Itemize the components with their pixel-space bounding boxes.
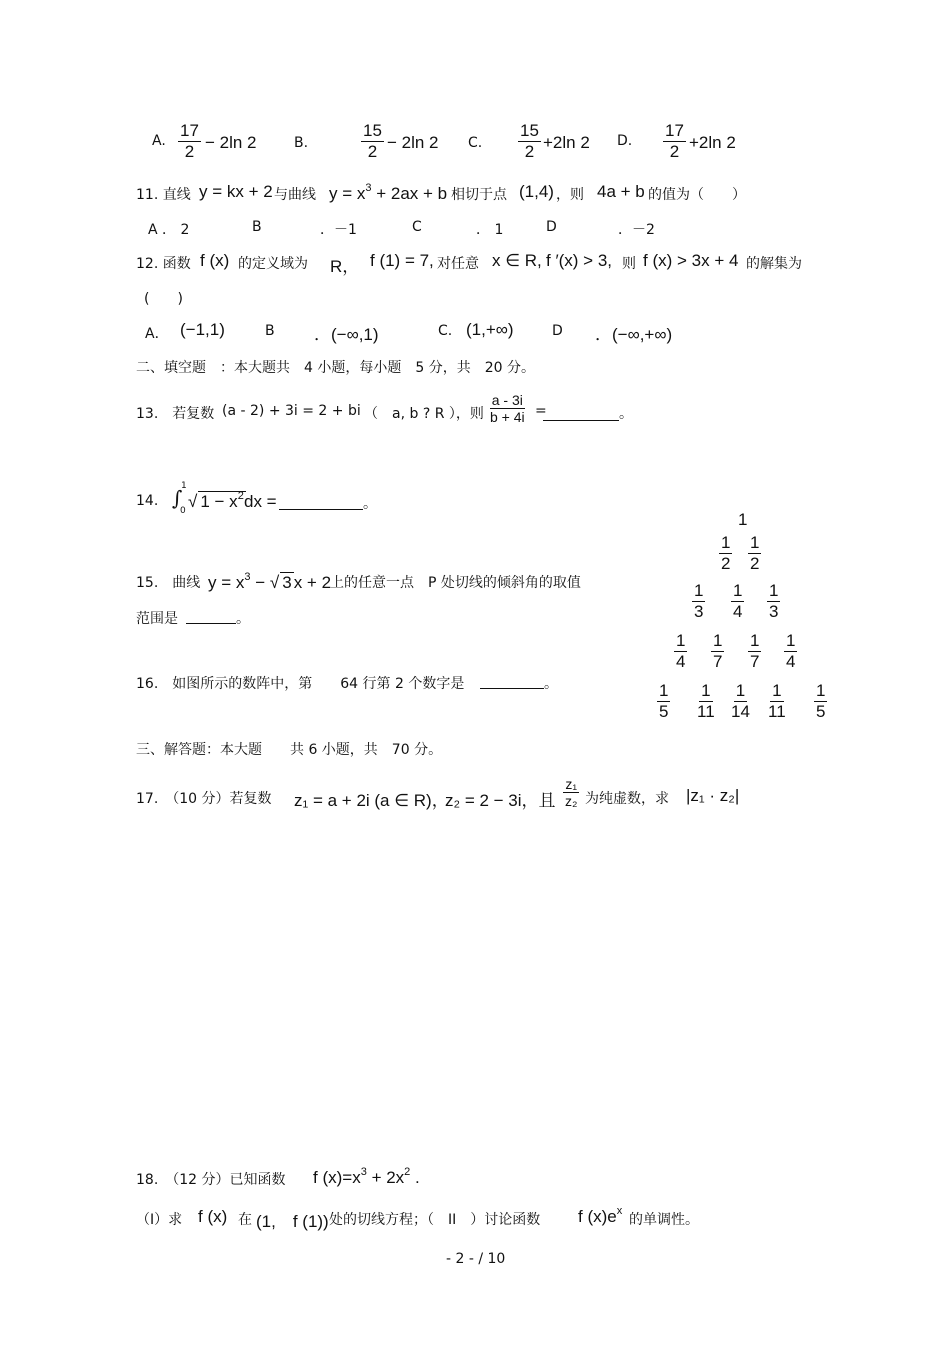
triangle-r3-c2: $\frac{1}{4}$ [733,581,743,621]
q12-option-c-value: (1,+∞) [466,320,514,339]
triangle-r4-c1: $\frac{1}{4}$ [676,631,686,671]
q15-answer-blank[interactable] [186,610,236,624]
triangle-r5-c1: $\frac{1}{5}$ [659,681,669,721]
q14-answer-blank[interactable] [279,495,363,510]
q15-text: 上的任意一点 P 处切线的倾斜角的取值 [330,575,581,591]
q13-answer-blank[interactable] [543,404,619,421]
q11-option-d: D [546,219,557,235]
q18-part1-text: 处的切线方程；（ II ）讨论函数 [329,1212,541,1228]
triangle-r4-c2: $\frac{1}{7}$ [713,631,723,671]
q13-equation: (a - 2) + 3i = 2 + bi [222,403,361,419]
q12-fx: f (x) [200,251,230,270]
q17-z1: z₁ = a + 2i (a ∈ R)， [294,791,449,810]
q14-end: 。 [363,496,377,512]
option-d-fraction: $\frac{17}{2}$ [665,121,684,161]
triangle-r3-c1: $\frac{1}{3}$ [694,581,704,621]
q15-prefix: 15. 曲线 [136,575,201,591]
q14-prefix: 14. [136,493,159,509]
q12-paren: ( ) [144,291,183,307]
option-a-fraction: $\frac{17}{2}$ [180,121,199,161]
q11-suffix: 的值为（ ） [648,187,746,203]
q11-then: ，则 [556,187,584,203]
option-b-label: B. [294,135,309,151]
q17-prefix: 17. （10 分）若复数 [136,791,272,807]
q12-option-d-value: ．(−∞,+∞) [595,325,673,344]
triangle-r5-c2: $\frac{1}{11}$ [697,681,715,721]
q18-prefix: 18. （12 分）已知函数 [136,1172,286,1188]
option-a-label: A. [152,133,166,149]
q12-option-b-value: ．(−∞,1) [314,325,379,344]
q14-upper-limit: 1 [181,481,187,491]
q12-ineq: f (x) > 3x + 4 [643,251,739,270]
option-b-fraction: $\frac{15}{2}$ [363,121,382,161]
q16-text: 16. 如图所示的数阵中，第 64 行第 2 个数字是 [136,676,465,692]
option-d-rest: +2ln 2 [689,133,736,152]
q11-line-eq: y = kx + 2 [199,182,273,201]
page-number: - 2 - / 10 [446,1251,506,1267]
q18-part2-text: 的单调性。 [629,1212,699,1228]
q11-option-b-value: ．－1 [320,222,357,238]
q12-option-b: B [265,323,275,339]
triangle-r4-c3: $\frac{1}{7}$ [750,631,760,671]
integral-icon: ∫ [172,486,183,510]
q14-radical: √ $1 - x^2$ [188,490,244,511]
q18-part1-point: (1, f (1)) [256,1212,329,1231]
triangle-r5-c3: $\frac{1}{14}$ [731,681,750,721]
q12-suffix: 的解集为 [746,256,802,272]
triangle-r4-c4: $\frac{1}{4}$ [786,631,796,671]
triangle-r5-c4: $\frac{1}{11}$ [768,681,786,721]
q13-prefix: 13. 若复数 [136,406,215,422]
q12-option-c: C. [438,323,453,339]
q13-fraction: $\frac{a - 3i}{b + 4i}$ [490,392,525,425]
q11-prefix: 11. 直线 [136,187,191,203]
q12-deriv: f ′(x) > 3, [546,251,613,270]
q18-part1-fx: f (x) [198,1207,228,1226]
triangle-r2-c1: $\frac{1}{2}$ [721,533,731,573]
q11-option-b: B [252,219,262,235]
option-c-label: C. [468,135,483,151]
q14-dx: dx = [244,492,277,511]
q11-option-a: A ． 2 [148,222,190,238]
q15-equation: $y = x^3$ − √ 3 x + 2 [208,571,332,592]
option-b-rest: − 2ln 2 [387,133,439,152]
option-c-fraction: $\frac{15}{2}$ [520,121,539,161]
triangle-row1-value: 1 [738,510,748,529]
q17-text: 为纯虚数，求 [585,791,669,807]
q18-part2-fx: f $(x)e^x$ [578,1205,623,1226]
q12-option-d: D [552,323,563,339]
q18-function: f $(x)=x^3 + 2x^2$ . [313,1166,420,1187]
q12-any: 对任意 [437,256,479,272]
option-c-rest: +2ln 2 [543,133,590,152]
q18-part1-at: 在 [238,1212,252,1228]
q17-z2: z₂ = 2 − 3i，且 [445,791,556,810]
q13-condition: （ a, b ? R ），则 [364,406,484,422]
q17-fraction: $\frac{\text{z₁}}{\text{z₂}}$ [565,776,578,809]
section-2-heading: 二、填空题 ：本大题共 4 小题，每小题 5 分，共 20 分。 [136,360,535,376]
q11-expr: 4a + b [597,182,645,201]
q11-tangent: 相切于点 [451,187,507,203]
q11-option-c: C [412,219,422,235]
q11-option-c-value: ． 1 [476,222,504,238]
q11-mid: 与曲线 [274,187,316,203]
q12-prefix: 12. 函数 [136,256,191,272]
q12-then: 则 [622,256,636,272]
q14-lower-limit: 0 [180,506,186,516]
q13-equals: = [535,403,547,419]
q13-end: 。 [619,406,633,422]
q11-curve: $y = x^3 + 2ax + b$ [329,182,448,203]
q12-R: R， [330,257,360,276]
q17-abs: |z₁ · z₂| [686,786,740,805]
q12-domain-text: 的定义域为 [238,256,308,272]
q12-xR: x ∈ R, [492,251,542,270]
triangle-r5-c5: $\frac{1}{5}$ [816,681,826,721]
q12-option-a-value: (−1,1) [180,320,225,339]
q15-line2: 范围是 [136,611,178,627]
q16-end: 。 [544,676,558,692]
q12-option-a: A． [145,326,169,342]
q15-end: 。 [236,611,250,627]
q18-part1-label: （I）求 [136,1212,183,1228]
q12-f1: f (1) = 7, [370,251,434,270]
q11-point: (1,4) [519,182,554,201]
section-3-heading: 三、解答题：本大题 共 6 小题，共 70 分。 [136,742,443,758]
triangle-r2-c2: $\frac{1}{2}$ [750,533,760,573]
q11-option-d-value: ．－2 [618,222,655,238]
q16-answer-blank[interactable] [480,675,544,689]
option-a-rest: − 2ln 2 [205,133,257,152]
triangle-r3-c3: $\frac{1}{3}$ [769,581,779,621]
option-d-label: D. [617,133,633,149]
